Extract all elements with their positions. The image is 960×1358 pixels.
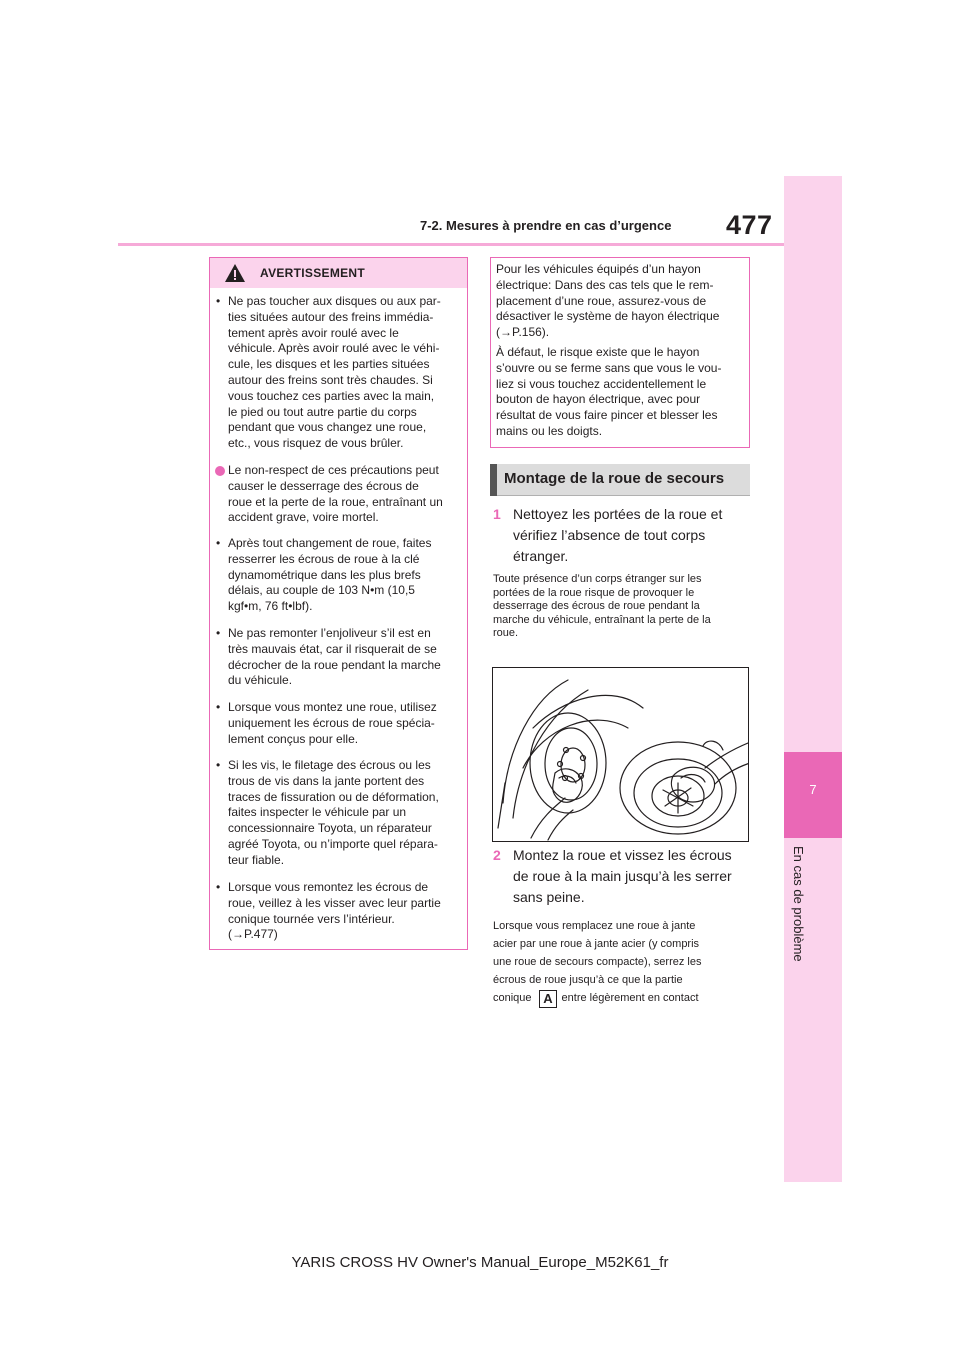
- step-2: [493, 845, 753, 908]
- warning-item-text: Ne pas remonter l’enjoliveur s’il est en très mauvais état, car il risquerait de se décrocher de la roue pendant la marche du véhicule.: [228, 626, 441, 688]
- step-1: [493, 504, 753, 567]
- wheel-cleaning-drawing: [493, 668, 749, 842]
- section-heading-title: Montage de la roue de secours: [504, 470, 725, 487]
- warning-title: AVERTISSEMENT: [260, 266, 366, 280]
- warning-item: [214, 294, 460, 452]
- step-text: Montez la roue et vissez les écrous de roue à la main jusqu’à les serrer sans peine.: [513, 847, 732, 905]
- warning-item-text: Le non-respect de ces précautions peut causer le desserrage des écrous de roue et la perte de la roue, entraînant un accident grave, voire mortel.: [228, 463, 443, 525]
- page-number: 477: [726, 210, 773, 240]
- warning-item: [214, 463, 460, 526]
- callout-a-label: A: [539, 990, 557, 1008]
- warning-item-text: Lorsque vous remontez les écrous de roue, veillez à les visser avec leur partie conique tournée vers l’intérieur. (→P.477): [228, 880, 441, 942]
- step-2-note-end: [493, 992, 699, 1004]
- warning-triangle-icon: [224, 263, 246, 283]
- note-box: [490, 257, 750, 448]
- warning-item: [214, 758, 460, 869]
- warning-header: [210, 258, 467, 288]
- footer-manual-id: YARIS CROSS HV Owner's Manual_Europe_M52K61_fr: [291, 1254, 669, 1271]
- wheel-cleaning-illustration: [492, 667, 749, 842]
- warning-item-text: Lorsque vous montez une roue, utilisez uniquement les écrous de roue spécia- lement conçus pour elle.: [228, 700, 437, 746]
- section-heading: [490, 464, 750, 496]
- header-rule: [118, 243, 784, 246]
- step-number: 1: [493, 506, 501, 522]
- warning-item: [214, 880, 460, 943]
- step-2-note: Lorsque vous remplacez une roue à jante acier par une roue à jante acier (y compris une roue de secours compacte), serrez les écrous de roue jusqu’à ce que la partie: [493, 920, 702, 986]
- section-title: 7-2. Mesures à prendre en cas d’urgence: [420, 218, 672, 233]
- chapter-label: En cas de problème: [791, 846, 806, 962]
- note-paragraph: Pour les véhicules équipés d’un hayon électrique: Dans des cas tels que le rem- placement d’une roue, assurez-vous de désactiver le système de hayon électrique (→P.156).: [496, 262, 720, 340]
- bullet: •: [216, 880, 221, 894]
- warning-item: [214, 626, 460, 689]
- side-tab: [784, 176, 842, 1182]
- step-number: 2: [493, 847, 501, 863]
- pink-circle-bullet-icon: [215, 466, 225, 476]
- bullet: •: [216, 758, 221, 772]
- warning-box: [209, 257, 468, 950]
- section-heading-bar: [490, 464, 497, 496]
- step-1-note: Toute présence d’un corps étranger sur les portées de la roue risque de provoquer le desserrage des écrous de roue pendant la marche du véhicule, entraînant la perte de la roue.: [493, 573, 711, 640]
- chapter-number: 7: [809, 782, 817, 797]
- warning-item-text: Si les vis, le filetage des écrous ou les trous de vis dans la jante portent des traces de fissuration ou de déformation, faites inspecter le véhicule par un concessionnaire Toyota, un réparateur agréé Toyota, ou n’importe quel répara- teur fiable.: [228, 758, 439, 867]
- warning-item-text: Ne pas toucher aux disques ou aux par- ties situées autour des freins immédia- tement après avoir roulé avec le véhicule. Après avoir roulé avec le véhi- cule, les disques et les parties situées autour des freins sont très chaudes. Si vous touchez ces parties avec la main, le pied ou tout autre partie du corps pendant que vous changez une roue, etc., vous risquez de vous brûler.: [228, 294, 441, 451]
- warning-item: [214, 700, 460, 747]
- bullet: •: [216, 626, 221, 640]
- step-text: Nettoyez les portées de la roue et vérifiez l’absence de tout corps étranger.: [513, 506, 723, 564]
- step-2-note-before: conique: [493, 992, 532, 1004]
- step-2-note-after: entre légèrement en contact: [561, 992, 699, 1004]
- bullet: •: [216, 294, 221, 308]
- bullet: •: [216, 700, 221, 714]
- note-paragraph: À défaut, le risque existe que le hayon s’ouvre ou se ferme sans que vous le vou- liez si vous touchez accidentellement le bouton de hayon électrique, avec pour résultat de vous faire pincer et blesser les mains ou les doigts.: [496, 345, 722, 438]
- warning-item: [214, 536, 460, 615]
- bullet: •: [216, 536, 221, 550]
- warning-item-text: Après tout changement de roue, faites resserrer les écrous de roue à la clé dynamométrique dans les plus brefs délais, au couple de 103 N•m (10,5 kgf•m, 76 ft•lbf).: [228, 536, 432, 614]
